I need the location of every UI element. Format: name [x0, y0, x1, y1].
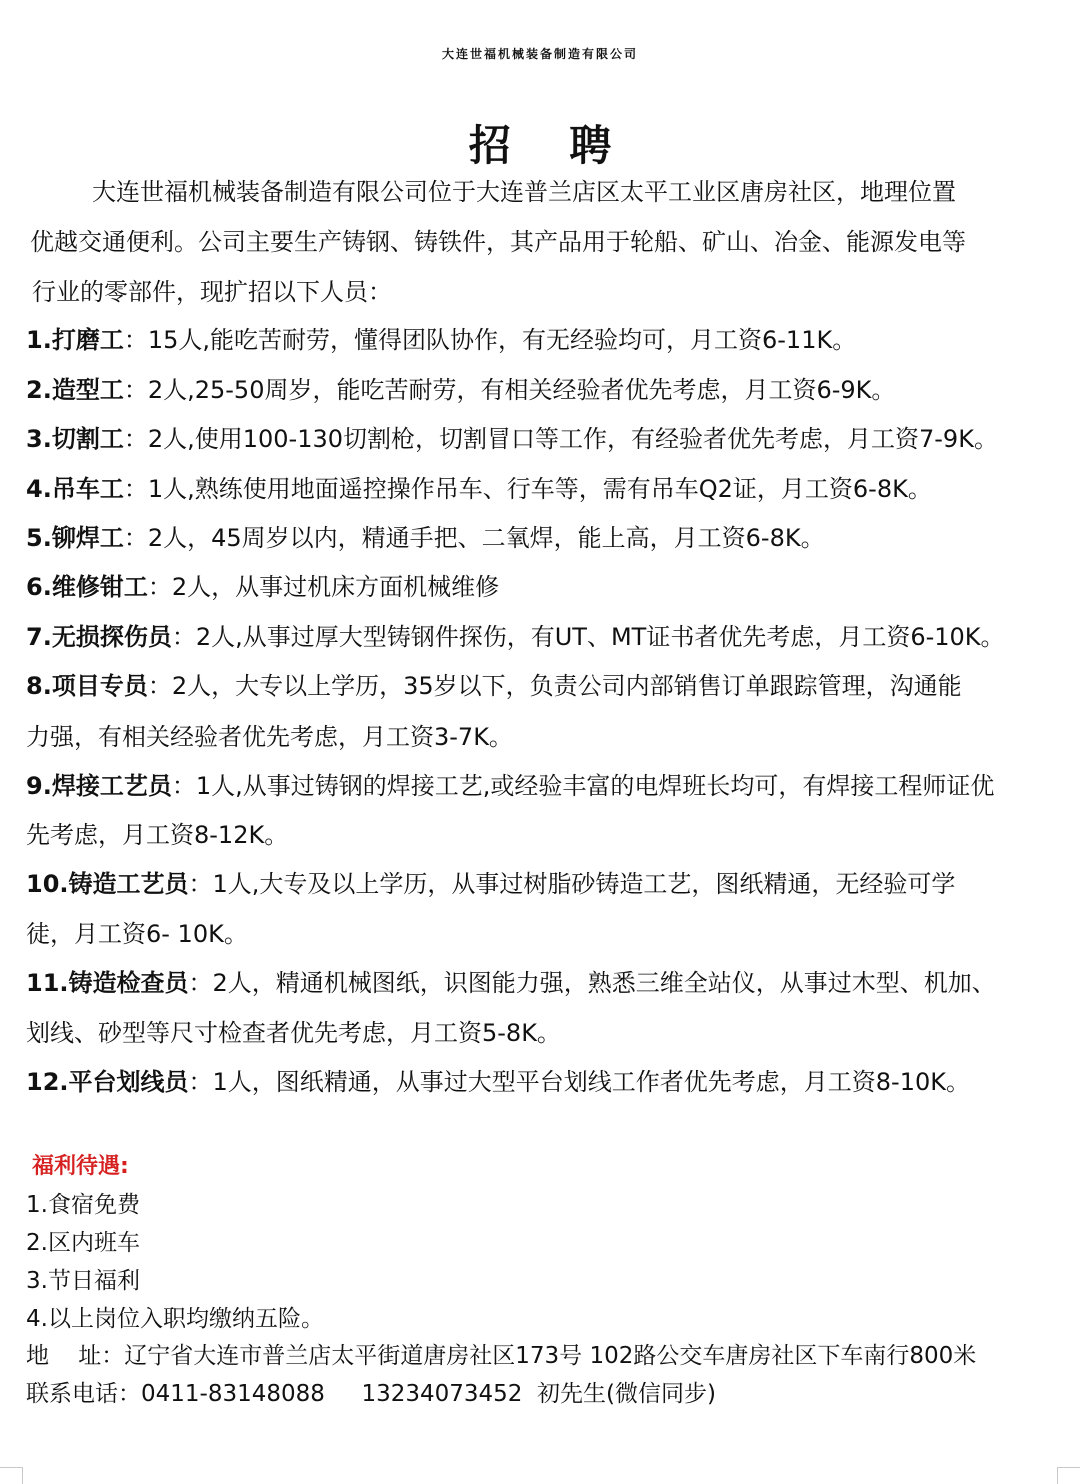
intro-line: 优越交通便利。公司主要生产铸钢、铸铁件，其产品用于轮船、矿山、冶金、能源发电等: [30, 228, 966, 256]
welfare-item: 1.食宿免费: [26, 1192, 140, 1218]
job-title: 12.平台划线员: [26, 1068, 189, 1096]
welfare-item: 3.节日福利: [26, 1268, 140, 1294]
job-title: 10.铸造工艺员: [26, 870, 189, 898]
recruit-heading: 招 聘: [468, 121, 612, 170]
page-corner-mark: [0, 1467, 23, 1484]
job-desc: ：2人，从事过机床方面机械维修: [147, 573, 500, 601]
job-item: [26, 967, 996, 999]
company-title: 大连世福机械装备制造有限公司: [441, 47, 638, 61]
job-desc: ：2人，精通机械图纸，识图能力强，熟悉三维全站仪，从事过木型、机加、: [188, 969, 996, 997]
job-title: 1.打磨工: [26, 326, 124, 354]
job-item: [26, 522, 825, 554]
job-item: [26, 670, 962, 702]
job-item: [26, 621, 1005, 653]
job-title: 7.无损探伤员: [26, 623, 172, 651]
job-desc: ：2人,25-50周岁，能吃苦耐劳，有相关经验者优先考虑，月工资6-9K。: [123, 376, 896, 404]
job-item-continued: 徒，月工资6- 10K。: [26, 920, 248, 948]
intro-line: 行业的零部件，现扩招以下人员：: [32, 278, 392, 306]
welfare-item: 4.以上岗位入职均缴纳五险。: [26, 1306, 324, 1332]
job-title: 8.项目专员: [26, 672, 148, 700]
job-title: 9.焊接工艺员: [26, 772, 172, 800]
job-title: 11.铸造检查员: [26, 969, 189, 997]
job-desc: ：1人，图纸精通，从事过大型平台划线工作者优先考虑，月工资8-10K。: [188, 1068, 970, 1096]
job-desc: ：1人,大专及以上学历，从事过树脂砂铸造工艺，图纸精通，无经验可学: [188, 870, 956, 898]
job-title: 3.切割工: [26, 425, 124, 453]
intro-line: 大连世福机械装备制造有限公司位于大连普兰店区太平工业区唐房社区，地理位置: [92, 178, 956, 206]
job-item: [26, 868, 955, 900]
contact-phone: 联系电话：0411-83148088 13234073452 初先生(微信同步): [26, 1381, 716, 1407]
job-desc: ：2人,使用100-130切割枪，切割冒口等工作，有经验者优先考虑，月工资7-9K。: [123, 425, 998, 453]
job-title: 2.造型工: [26, 376, 124, 404]
contact-address: 地 址：辽宁省大连市普兰店太平街道唐房社区173号 102路公交车唐房社区下车南行800米: [26, 1343, 977, 1369]
job-desc: ：2人,从事过厚大型铸钢件探伤，有UT、MT证书者优先考虑，月工资6-10K。: [171, 623, 1005, 651]
job-item: [26, 770, 994, 802]
welfare-item: 2.区内班车: [26, 1230, 140, 1256]
job-item: [26, 1066, 970, 1098]
welfare-heading: 福利待遇:: [32, 1154, 129, 1179]
job-item: [26, 473, 932, 505]
job-item: [26, 324, 856, 356]
job-item: [26, 571, 499, 603]
job-item: [26, 374, 895, 406]
job-item-continued: 力强，有相关经验者优先考虑，月工资3-7K。: [26, 723, 513, 751]
job-item: [26, 423, 998, 455]
job-item-continued: 划线、砂型等尺寸检查者优先考虑，月工资5-8K。: [26, 1019, 561, 1047]
job-desc: ：15人,能吃苦耐劳，懂得团队协作，有无经验均可，月工资6-11K。: [123, 326, 857, 354]
job-title: 4.吊车工: [26, 475, 124, 503]
page-corner-mark: [1057, 1467, 1080, 1484]
job-desc: ：1人,熟练使用地面遥控操作吊车、行车等，需有吊车Q2证，月工资6-8K。: [123, 475, 932, 503]
job-item-continued: 先考虑，月工资8-12K。: [26, 821, 289, 849]
job-desc: ：2人，45周岁以内，精通手把、二氧焊，能上高，月工资6-8K。: [123, 524, 825, 552]
job-title: 6.维修钳工: [26, 573, 148, 601]
job-title: 5.铆焊工: [26, 524, 124, 552]
job-desc: ：2人，大专以上学历，35岁以下，负责公司内部销售订单跟踪管理，沟通能: [147, 672, 962, 700]
job-desc: ：1人,从事过铸钢的焊接工艺,或经验丰富的电焊班长均可，有焊接工程师证优: [171, 772, 995, 800]
